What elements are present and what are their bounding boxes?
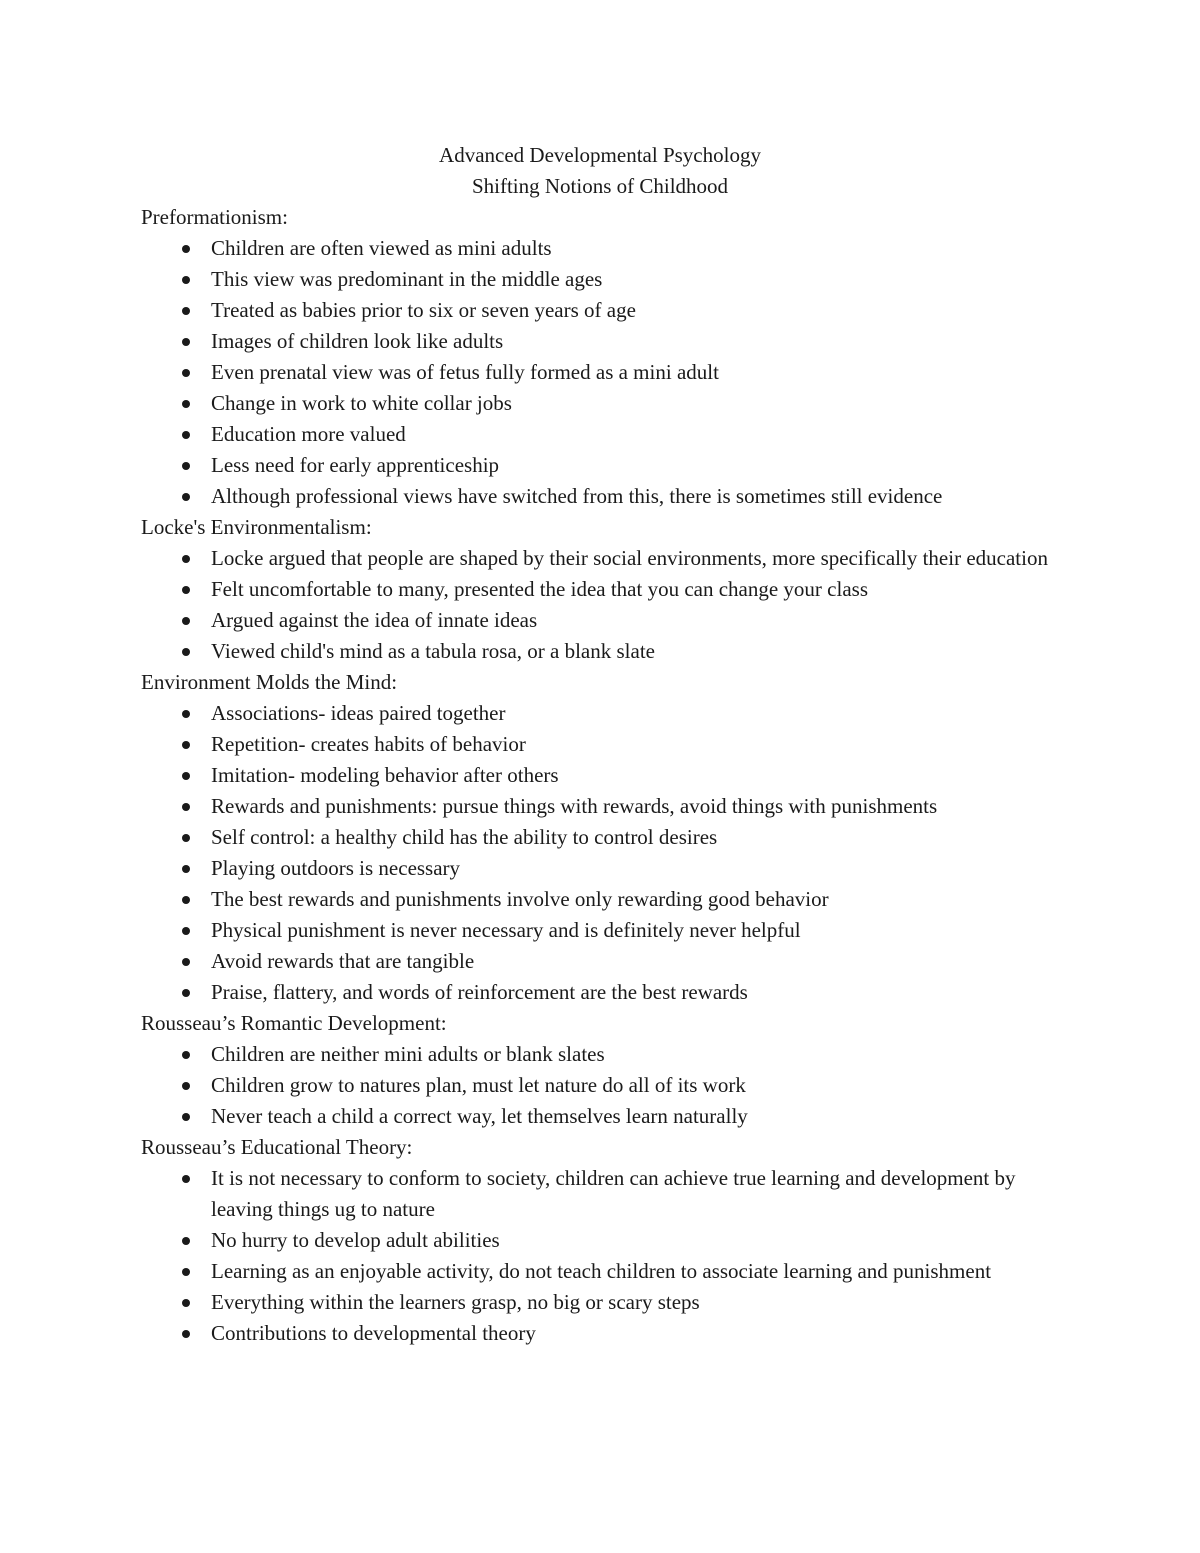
bullet-item: Contributions to developmental theory — [141, 1318, 1061, 1349]
section — [141, 202, 1061, 512]
section — [141, 1008, 1061, 1132]
bullet-item: Self control: a healthy child has the ability to control desires — [141, 822, 1061, 853]
document-subtitle: Shifting Notions of Childhood — [471, 174, 729, 198]
bullet-item: Praise, flattery, and words of reinforcement are the best rewards — [141, 977, 1061, 1008]
bullet-list — [141, 543, 1061, 667]
bullet-list — [141, 698, 1061, 1008]
document-body — [141, 140, 1061, 1349]
bullet-item: Never teach a child a correct way, let themselves learn naturally — [141, 1101, 1061, 1132]
bullet-item: Even prenatal view was of fetus fully formed as a mini adult — [141, 357, 1061, 388]
bullet-item: Treated as babies prior to six or seven years of age — [141, 295, 1061, 326]
bullet-item: Children are often viewed as mini adults — [141, 233, 1061, 264]
section-heading: Rousseau’s Educational Theory: — [141, 1135, 413, 1159]
bullet-item: Rewards and punishments: pursue things with rewards, avoid things with punishments — [141, 791, 1061, 822]
bullet-item: Although professional views have switched from this, there is sometimes still evidence — [141, 481, 1061, 512]
sections-container — [141, 202, 1061, 1349]
bullet-item: Felt uncomfortable to many, presented the idea that you can change your class — [141, 574, 1061, 605]
bullet-item: Avoid rewards that are tangible — [141, 946, 1061, 977]
bullet-list — [141, 1039, 1061, 1132]
section — [141, 1132, 1061, 1349]
bullet-item: Physical punishment is never necessary and is definitely never helpful — [141, 915, 1061, 946]
bullet-item: Playing outdoors is necessary — [141, 853, 1061, 884]
bullet-item: Viewed child's mind as a tabula rosa, or a blank slate — [141, 636, 1061, 667]
bullet-item: Images of children look like adults — [141, 326, 1061, 357]
bullet-item: Locke argued that people are shaped by their social environments, more specifically their education — [141, 543, 1061, 574]
bullet-item: Everything within the learners grasp, no big or scary steps — [141, 1287, 1061, 1318]
bullet-item: The best rewards and punishments involve only rewarding good behavior — [141, 884, 1061, 915]
bullet-item: Change in work to white collar jobs — [141, 388, 1061, 419]
bullet-item: Less need for early apprenticeship — [141, 450, 1061, 481]
bullet-item: Children are neither mini adults or blank slates — [141, 1039, 1061, 1070]
section — [141, 512, 1061, 667]
section-heading: Preformationism: — [141, 205, 288, 229]
bullet-item: Associations- ideas paired together — [141, 698, 1061, 729]
document-title: Advanced Developmental Psychology — [439, 143, 761, 167]
bullet-item: Children grow to natures plan, must let nature do all of its work — [141, 1070, 1061, 1101]
bullet-item: Argued against the idea of innate ideas — [141, 605, 1061, 636]
bullet-item: Education more valued — [141, 419, 1061, 450]
section-heading: Environment Molds the Mind: — [141, 670, 398, 694]
bullet-item: Imitation- modeling behavior after others — [141, 760, 1061, 791]
bullet-item: This view was predominant in the middle ages — [141, 264, 1061, 295]
section-heading: Rousseau’s Romantic Development: — [141, 1011, 447, 1035]
title-block — [0, 140, 1200, 202]
bullet-item: Repetition- creates habits of behavior — [141, 729, 1061, 760]
bullet-list — [141, 1163, 1061, 1349]
bullet-list — [141, 233, 1061, 512]
section — [141, 667, 1061, 1008]
bullet-item: Learning as an enjoyable activity, do not teach children to associate learning and punishment — [141, 1256, 1061, 1287]
bullet-item: It is not necessary to conform to society, children can achieve true learning and development by leaving things ug to nature — [141, 1163, 1061, 1225]
bullet-item: No hurry to develop adult abilities — [141, 1225, 1061, 1256]
section-heading: Locke's Environmentalism: — [141, 515, 372, 539]
